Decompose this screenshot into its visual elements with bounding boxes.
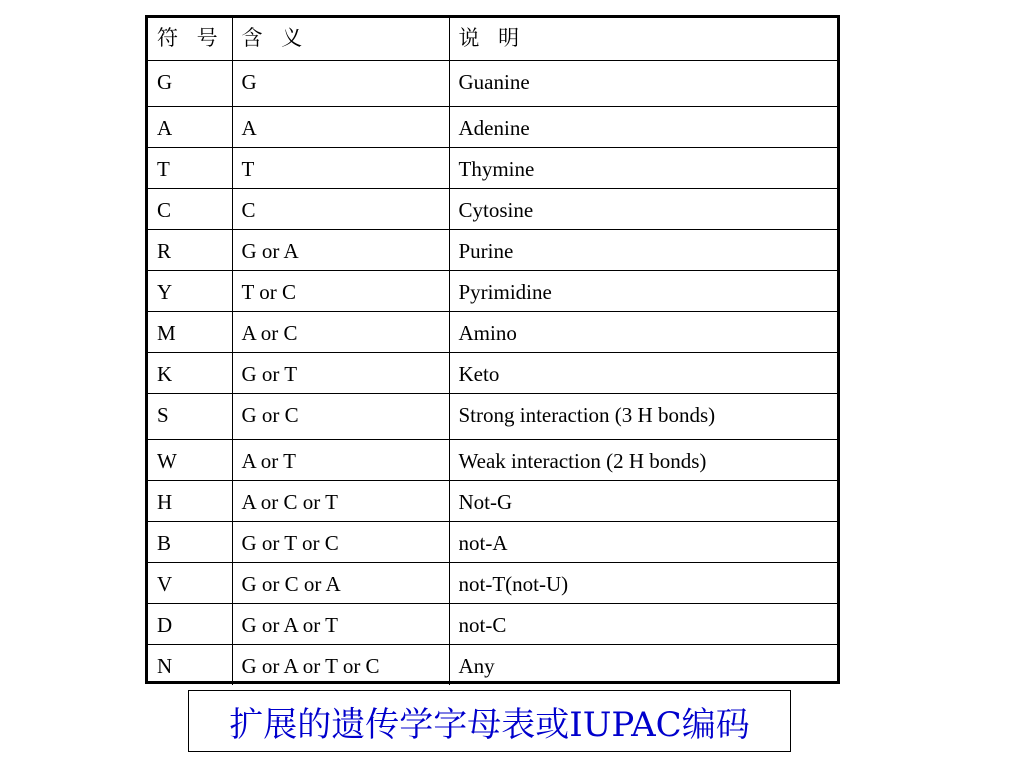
cell-symbol: N [148, 644, 232, 685]
cell-meaning: A [232, 106, 449, 147]
cell-description: not-T(not-U) [449, 562, 837, 603]
cell-symbol: B [148, 521, 232, 562]
cell-description: Not-G [449, 480, 837, 521]
table-row [148, 60, 837, 106]
cell-meaning: G or A or T [232, 603, 449, 644]
cell-meaning: T [232, 147, 449, 188]
table-row [148, 644, 837, 685]
cell-description: Amino [449, 311, 837, 352]
cell-meaning: G or T or C [232, 521, 449, 562]
table-row [148, 393, 837, 439]
cell-meaning: A or T [232, 439, 449, 480]
iupac-code-table [148, 18, 837, 685]
cell-meaning: T or C [232, 270, 449, 311]
header-description: 说 明 [449, 18, 837, 60]
table-row [148, 603, 837, 644]
table-row [148, 188, 837, 229]
cell-symbol: C [148, 188, 232, 229]
cell-symbol: D [148, 603, 232, 644]
cell-symbol: G [148, 60, 232, 106]
cell-meaning: G [232, 60, 449, 106]
cell-description: Strong interaction (3 H bonds) [449, 393, 837, 439]
cell-symbol: A [148, 106, 232, 147]
cell-symbol: T [148, 147, 232, 188]
cell-description: Any [449, 644, 837, 685]
cell-description: not-C [449, 603, 837, 644]
cell-description: Weak interaction (2 H bonds) [449, 439, 837, 480]
iupac-code-table-frame [145, 15, 840, 684]
table-row [148, 439, 837, 480]
header-symbol: 符 号 [148, 18, 232, 60]
cell-symbol: Y [148, 270, 232, 311]
table-row [148, 352, 837, 393]
cell-symbol: R [148, 229, 232, 270]
table-header-row [148, 18, 837, 60]
cell-meaning: G or T [232, 352, 449, 393]
cell-meaning: C [232, 188, 449, 229]
cell-description: Adenine [449, 106, 837, 147]
cell-meaning: G or A [232, 229, 449, 270]
cell-meaning: G or C or A [232, 562, 449, 603]
table-row [148, 147, 837, 188]
table-row [148, 311, 837, 352]
cell-meaning: G or C [232, 393, 449, 439]
table-row [148, 106, 837, 147]
cell-description: not-A [449, 521, 837, 562]
cell-description: Cytosine [449, 188, 837, 229]
cell-symbol: S [148, 393, 232, 439]
cell-meaning: A or C [232, 311, 449, 352]
table-caption: 扩展的遗传学字母表或IUPAC编码 [188, 690, 791, 752]
table-row [148, 480, 837, 521]
cell-symbol: H [148, 480, 232, 521]
table-row [148, 562, 837, 603]
header-meaning: 含 义 [232, 18, 449, 60]
cell-description: Guanine [449, 60, 837, 106]
cell-description: Thymine [449, 147, 837, 188]
cell-symbol: W [148, 439, 232, 480]
table-row [148, 270, 837, 311]
cell-meaning: G or A or T or C [232, 644, 449, 685]
cell-symbol: V [148, 562, 232, 603]
table-row [148, 521, 837, 562]
cell-description: Purine [449, 229, 837, 270]
cell-description: Keto [449, 352, 837, 393]
cell-symbol: M [148, 311, 232, 352]
cell-symbol: K [148, 352, 232, 393]
table-row [148, 229, 837, 270]
cell-description: Pyrimidine [449, 270, 837, 311]
cell-meaning: A or C or T [232, 480, 449, 521]
